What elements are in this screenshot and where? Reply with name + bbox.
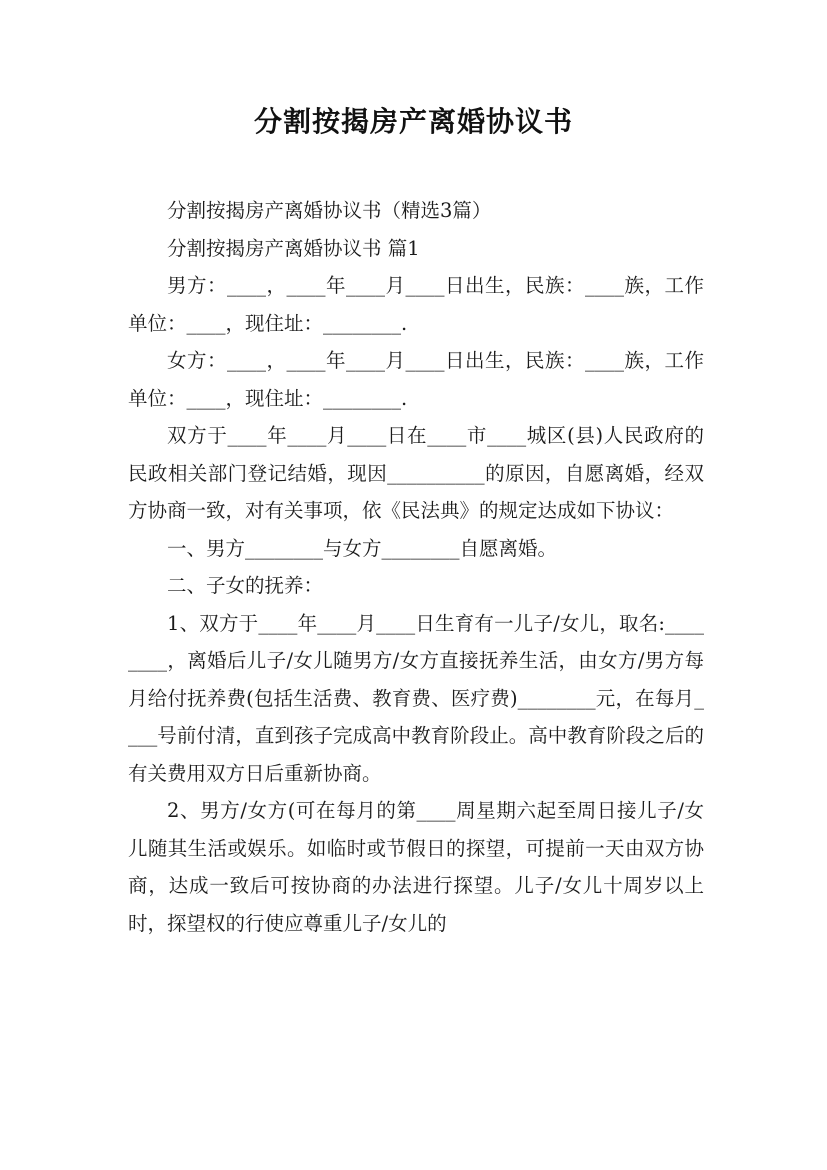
paragraph-clause-1: 一、男方________与女方________自愿离婚。 [167,536,558,560]
document-body [128,192,704,942]
paragraph-clause-2-1: 1、双方于____年____月____日生育有一儿子/女儿，取名:________，离婚后儿子/女儿随男方/女方直接抚养生活，由女方/男方每月给付抚养费(包括生活费、教育费、医疗费)________元，在每月____号前付清，直到孩子完成高中教育阶段止。高中教育阶段之后的有关费用双方日后重新协商。 [128,611,704,785]
paragraph-subtitle: 分割按揭房产离婚协议书（精选3篇） [167,199,492,222]
paragraph-male-party: 男方：____，____年____月____日出生，民族：____族，工作单位：____，现住址：________. [128,274,704,335]
document-title: 分割按揭房产离婚协议书 [253,105,573,138]
paragraph-section-heading: 分割按揭房产离婚协议书 篇1 [167,236,420,260]
paragraph-female-party: 女方：____，____年____月____日出生，民族：____族，工作单位：____，现住址：________. [128,349,704,410]
paragraph-clause-2-heading: 二、子女的抚养： [167,574,324,597]
paragraph-preamble: 双方于____年____月____日在____市____城区(县)人民政府的民政相关部门登记结婚，现因__________的原因，自愿离婚，经双方协商一致，对有关事项，依《民法典》的规定达成如下协议： [128,424,704,522]
paragraph-clause-2-2: 2、男方/女方(可在每月的第____周星期六起至周日接儿子/女儿随其生活或娱乐。如临时或节假日的探望，可提前一天由双方协商，达成一致后可按协商的办法进行探望。儿子/女儿十周岁以上时，探望权的行使应尊重儿子/女儿的 [128,799,704,935]
